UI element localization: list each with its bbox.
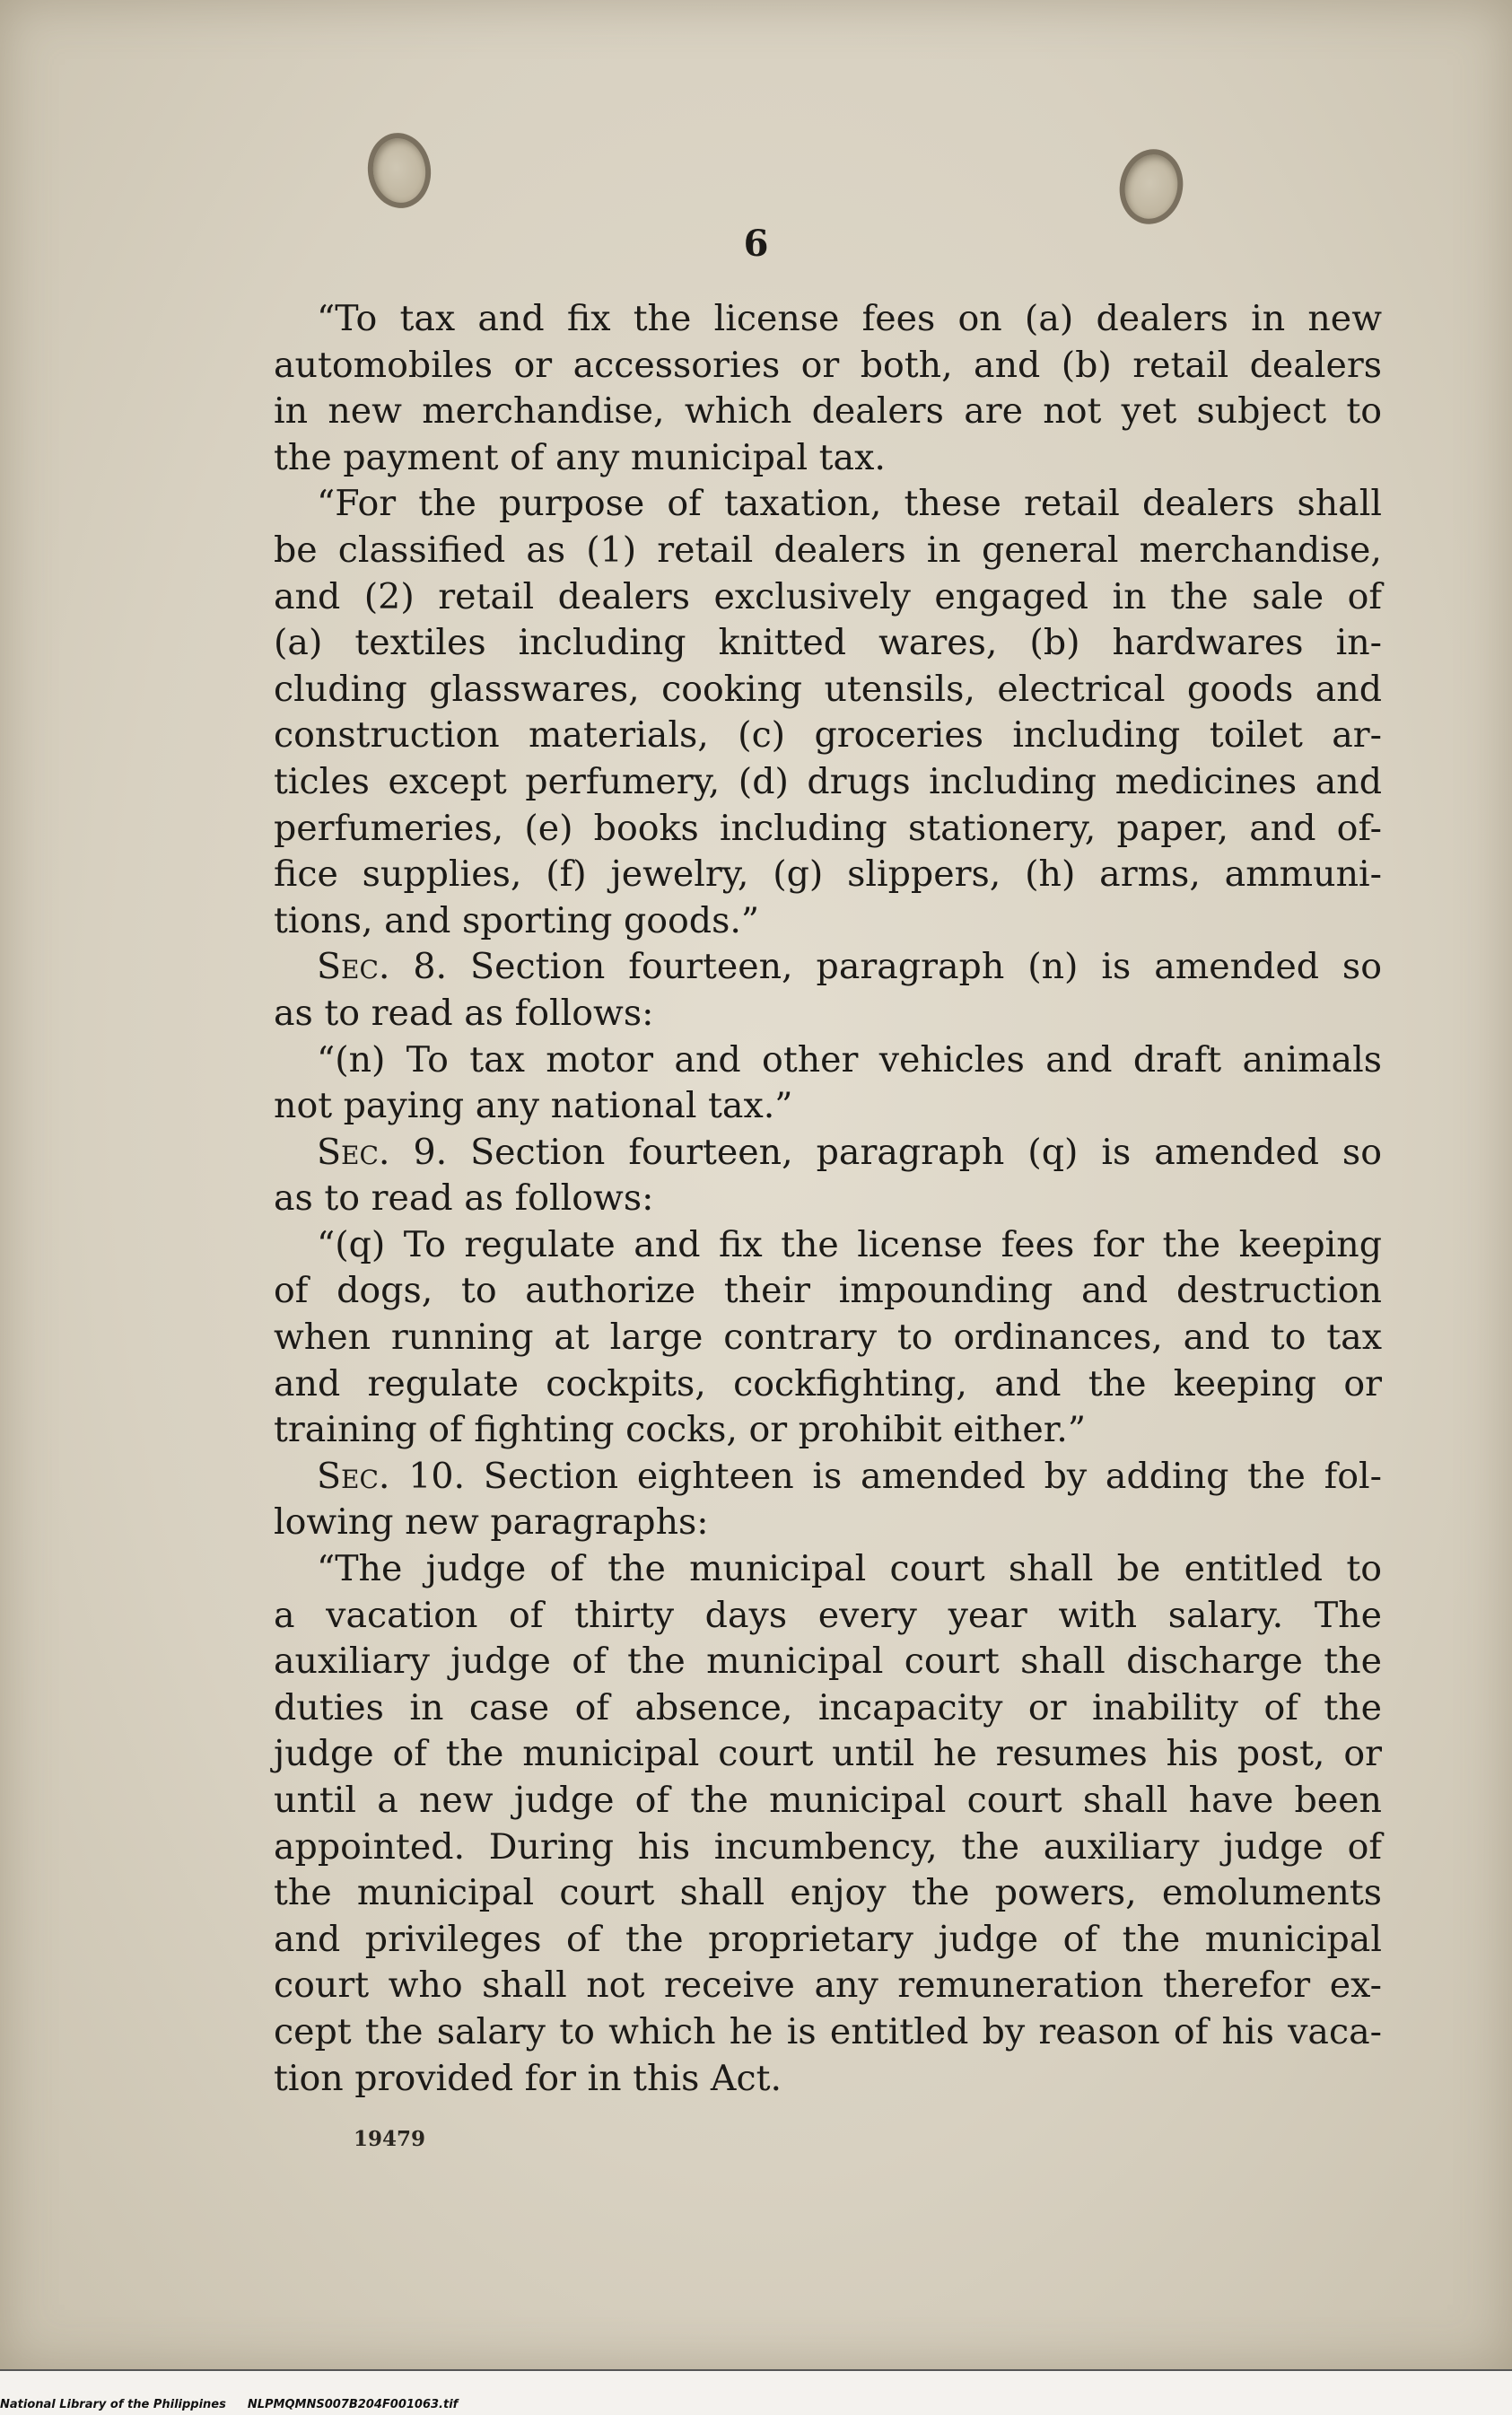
line-text: not paying any national tax.” bbox=[274, 1085, 793, 1127]
text-line bbox=[274, 1361, 1382, 1408]
line-text: cluding glasswares, cooking utensils, electrical goods and bbox=[274, 668, 1382, 710]
text-line bbox=[274, 343, 1382, 389]
line-text: “For the purpose of taxation, these retail dealers shall bbox=[317, 483, 1382, 525]
text-line bbox=[274, 296, 1382, 343]
text-line bbox=[274, 1546, 1382, 1593]
text-line bbox=[274, 1222, 1382, 1269]
text-line bbox=[274, 898, 1382, 945]
text-line bbox=[274, 1963, 1382, 2009]
text-line bbox=[274, 389, 1382, 435]
line-text: fice supplies, (f) jewelry, (g) slippers, (h) arms, ammuni- bbox=[274, 853, 1382, 896]
line-text: as to read as follows: bbox=[274, 992, 654, 1034]
text-line bbox=[274, 1870, 1382, 1917]
print-code: 19479 bbox=[354, 2127, 426, 2151]
line-text: court who shall not receive any remuneration therefor ex- bbox=[274, 1964, 1382, 2007]
text-line bbox=[274, 1315, 1382, 1361]
line-text: auxiliary judge of the municipal court shall discharge the bbox=[274, 1641, 1382, 1683]
text-line bbox=[274, 852, 1382, 898]
line-text: be classified as (1) retail dealers in general merchandise, bbox=[274, 529, 1382, 571]
text-line bbox=[274, 1500, 1382, 1546]
text-line bbox=[274, 1176, 1382, 1222]
line-text: “(q) To regulate and fix the license fees for the keeping bbox=[317, 1223, 1382, 1265]
text-line bbox=[274, 1731, 1382, 1778]
text-line bbox=[274, 1083, 1382, 1130]
line-text: 8. Section fourteen, paragraph (n) is amended so bbox=[389, 946, 1382, 988]
line-text: perfumeries, (e) books including stationery, paper, and of- bbox=[274, 807, 1382, 849]
line-text: as to read as follows: bbox=[274, 1177, 654, 1220]
text-line bbox=[274, 1917, 1382, 1964]
text-line bbox=[274, 759, 1382, 806]
scan-caption bbox=[0, 2398, 458, 2411]
text-line bbox=[274, 944, 1382, 991]
line-text: construction materials, (c) groceries including toilet ar- bbox=[274, 714, 1382, 757]
line-text: appointed. During his incumbency, the auxiliary judge of bbox=[274, 1825, 1382, 1868]
line-text: in new merchandise, which dealers are not yet subject to bbox=[274, 390, 1382, 433]
line-text: cept the salary to which he is entitled by reason of his vaca- bbox=[274, 2010, 1382, 2052]
text-line bbox=[274, 1685, 1382, 1732]
line-text: (a) textiles including knitted wares, (b) hardwares in- bbox=[274, 622, 1382, 664]
file-name: NLPMQMNS007B204F001063.tif bbox=[247, 2398, 459, 2411]
library-name: National Library of the Philippines bbox=[0, 2398, 226, 2411]
punch-hole-left bbox=[363, 129, 435, 213]
page-number: 6 bbox=[743, 223, 769, 265]
line-text: “(n) To tax motor and other vehicles and draft animals bbox=[317, 1038, 1382, 1081]
line-text: the municipal court shall enjoy the powers, emoluments bbox=[274, 1872, 1382, 1914]
line-text: tion provided for in this Act. bbox=[274, 2057, 782, 2099]
text-line bbox=[274, 991, 1382, 1037]
line-text: until a new judge of the municipal court shall have been bbox=[274, 1780, 1382, 1821]
line-text: automobiles or accessories or both, and (b) retail dealers bbox=[274, 344, 1382, 386]
text-line bbox=[274, 1454, 1382, 1501]
punch-hole-right bbox=[1113, 144, 1190, 231]
section-label: Sec. bbox=[317, 1131, 390, 1173]
section-label: Sec. bbox=[317, 1455, 390, 1497]
text-line bbox=[274, 481, 1382, 528]
line-text: a vacation of thirty days every year with salary. The bbox=[274, 1594, 1382, 1636]
section-label: Sec. bbox=[317, 946, 390, 988]
text-line bbox=[274, 2009, 1382, 2056]
text-line bbox=[274, 620, 1382, 667]
line-text: duties in case of absence, incapacity or inability of the bbox=[274, 1686, 1382, 1728]
line-text: 10. Section eighteen is amended by adding the fol- bbox=[389, 1455, 1382, 1497]
text-line bbox=[274, 667, 1382, 713]
text-line bbox=[274, 1593, 1382, 1640]
text-line bbox=[274, 528, 1382, 574]
line-text: of dogs, to authorize their impounding and destruction bbox=[274, 1270, 1382, 1312]
line-text: “To tax and fix the license fees on (a) dealers in new bbox=[317, 298, 1382, 339]
line-text: “The judge of the municipal court shall be entitled to bbox=[317, 1548, 1382, 1590]
line-text: tions, and sporting goods.” bbox=[274, 899, 760, 941]
text-line bbox=[274, 1824, 1382, 1871]
text-line bbox=[274, 1037, 1382, 1084]
text-line bbox=[274, 435, 1382, 482]
line-text: lowing new paragraphs: bbox=[274, 1501, 709, 1544]
line-text: judge of the municipal court until he resumes his post, or bbox=[274, 1733, 1382, 1775]
line-text: and regulate cockpits, cockfighting, and the keeping or bbox=[274, 1362, 1382, 1404]
text-line bbox=[274, 806, 1382, 853]
text-line bbox=[274, 1778, 1382, 1824]
text-line bbox=[274, 1639, 1382, 1685]
line-text: and privileges of the proprietary judge of the municipal bbox=[274, 1918, 1382, 1960]
text-line bbox=[274, 2056, 1382, 2103]
text-line bbox=[274, 1268, 1382, 1315]
text-line bbox=[274, 713, 1382, 759]
line-text: 9. Section fourteen, paragraph (q) is amended so bbox=[389, 1131, 1382, 1173]
line-text: training of fighting cocks, or prohibit either.” bbox=[274, 1409, 1087, 1451]
line-text: the payment of any municipal tax. bbox=[274, 436, 886, 478]
line-text: ticles except perfumery, (d) drugs including medicines and bbox=[274, 760, 1382, 802]
text-line bbox=[274, 1130, 1382, 1177]
line-text: when running at large contrary to ordinances, and to tax bbox=[274, 1317, 1382, 1359]
text-line bbox=[274, 574, 1382, 621]
text-line bbox=[274, 1407, 1382, 1454]
line-text: and (2) retail dealers exclusively engaged in the sale of bbox=[274, 575, 1382, 617]
body-text bbox=[274, 296, 1382, 2102]
